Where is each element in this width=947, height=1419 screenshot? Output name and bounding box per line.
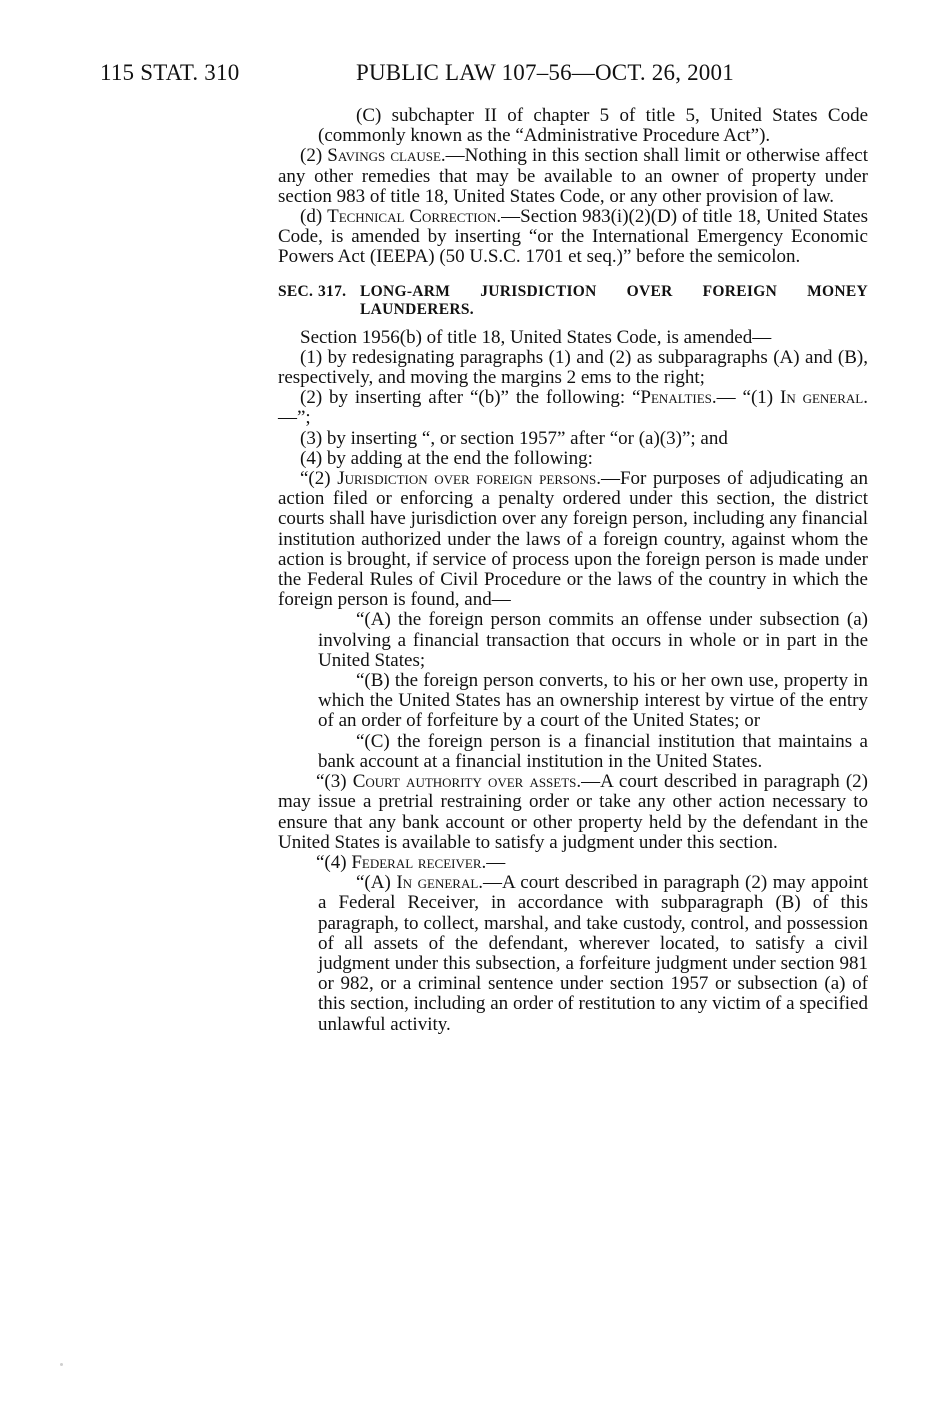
- p4-dash: —: [486, 851, 506, 873]
- p3-text: —A court described in paragraph (2) may issue a pretrial restraining order or take any other action necessary to ensure that any bank account or other property held by the defendant in the United States is available to satisfy a judgment under this section.: [278, 771, 868, 853]
- subparagraph-4a: [278, 873, 868, 1035]
- amendment-item-1: (1) by redesignating paragraphs (1) and (2) as subparagraphs (A) and (B), respectively, and moving the margins 2 ems to the right;: [278, 346, 868, 389]
- p4a-number: “(A): [356, 872, 397, 894]
- paragraph-technical-correction: [278, 207, 868, 268]
- savings-heading: Savings clause.: [327, 145, 446, 167]
- p3-heading: Court authority over assets.: [352, 771, 582, 793]
- item2-general: In general.: [780, 387, 869, 409]
- paragraph-savings-clause: [278, 146, 868, 207]
- p2-number: “(2): [300, 468, 338, 490]
- p4a-heading: In general.: [396, 872, 484, 894]
- document-body: [278, 106, 868, 1035]
- paragraph-c-item: (C) subchapter II of chapter 5 of title 5, United States Code (commonly known as the “Administrative Procedure Act”).: [318, 105, 868, 147]
- paragraph-court-authority: [278, 772, 868, 853]
- stat-page-number: 115 STAT. 310: [100, 60, 240, 85]
- section-label: SEC.: [278, 282, 314, 300]
- item2-text-b: — “(1): [716, 387, 780, 409]
- p4-number: “(4): [316, 851, 352, 873]
- scan-speck: [60, 1363, 63, 1366]
- section-number: 317.: [318, 282, 347, 300]
- subparagraph-c: “(C) the foreign person is a financial institution that maintains a bank account at a financial institution in the United States.: [318, 730, 868, 772]
- amendment-item-3: (3) by inserting “, or section 1957” after “or (a)(3)”; and: [300, 427, 728, 449]
- section-heading: [278, 283, 868, 319]
- paragraph-jurisdiction: [278, 469, 868, 610]
- amendment-item-4: (4) by adding at the end the following:: [300, 447, 593, 469]
- p4-heading: Federal receiver.: [351, 851, 487, 873]
- savings-number: (2): [300, 145, 328, 167]
- running-header: PUBLIC LAW 107–56—OCT. 26, 2001: [356, 60, 734, 85]
- section-intro: Section 1956(b) of title 18, United States Code, is amended—: [300, 326, 772, 348]
- savings-text: —Nothing in this section shall limit or otherwise affect any other remedies that may be available to an owner of property under section 983 of title 18, United States Code, or any other provision of law.: [278, 145, 869, 207]
- p2-text: —For purposes of adjudicating an action filed or enforcing a penalty ordered under this section, the district courts shall have jurisdiction over any foreign person, including any financial institution authorized under the laws of a foreign country, against whom the action is brought, if service of process upon the foreign person is made under the Federal Rules of Civil Procedure or the laws of the country in which the foreign person is found, and—: [278, 468, 868, 611]
- technical-text: —Section 983(i)(2)(D) of title 18, United States Code, is amended by inserting “or the International Emergency Economic Powers Act (IEEPA) (50 U.S.C. 1701 et seq.)” before the semicolon.: [278, 206, 868, 268]
- p4a-text: —A court described in paragraph (2) may appoint a Federal Receiver, in accordance with subparagraph (B) of this paragraph, to collect, marshal, and take custody, control, and possession of all assets of the defendant, wherever located, to satisfy a civil judgment under this subsection, a forfeiture judgment under section 981 or 982, or a criminal sentence under section 1957 or subsection (a) of this section, including an order of restitution to any victim of a specified unlawful activity.: [318, 872, 868, 1035]
- subparagraph-a: “(A) the foreign person commits an offense under subsection (a) involving a financial transaction that occurs in whole or in part in the United States;: [318, 609, 868, 671]
- item2-text-c: —”;: [278, 407, 311, 429]
- amendment-item-2: [278, 388, 868, 428]
- item2-penalties: Penalties.: [640, 387, 717, 409]
- technical-number: (d): [300, 206, 328, 228]
- section-title: LONG-ARM JURISDICTION OVER FOREIGN MONEY LAUNDERERS.: [360, 282, 868, 318]
- item2-text: (2) by inserting after “(b)” the following: “: [300, 387, 641, 409]
- subparagraph-b: “(B) the foreign person converts, to his or her own use, property in which the United States has an ownership interest by virtue of the entry of an order of forfeiture by a court of the United States; or: [318, 670, 868, 732]
- paragraph-federal-receiver: [278, 853, 868, 873]
- p2-heading: Jurisdiction over foreign persons.: [337, 468, 601, 490]
- p3-number: “(3): [316, 771, 353, 793]
- technical-heading: Technical Correction.: [327, 206, 502, 228]
